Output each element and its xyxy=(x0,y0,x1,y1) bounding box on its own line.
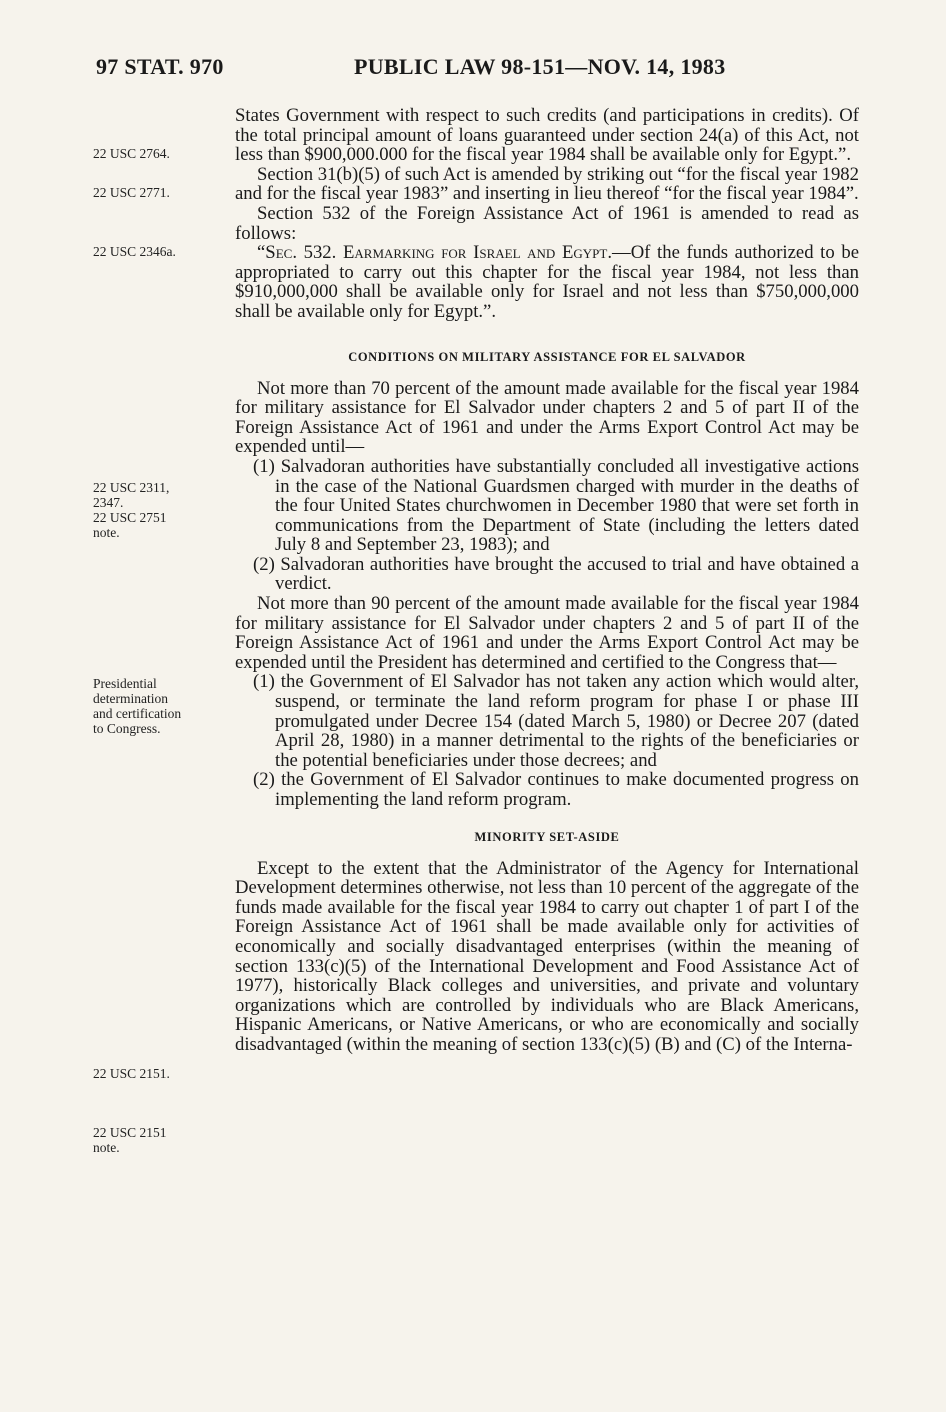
paragraph: Not more than 70 percent of the amount made available for the fiscal year 1984 for military assistance for El Salvador under chapters 2 and 5 of part II of the Foreign Assistance Act of 1961 and under the Arms Export Control Act may be expended until— xyxy=(235,377,859,458)
paragraph: Except to the extent that the Administrator of the Agency for International Development determines otherwise, not less than 10 percent of the aggregate of the funds made available for the fiscal year 1984 to carry out chapter 1 of part I of the Foreign Assistance Act of 1961 shall be made available only for activities of economically and socially disadvantaged enterprises (within the meaning of section 133(c)(5) of the International Development and Food Assistance Act of 1977), historically Black colleges and universities, and private and voluntary organizations which are controlled by individuals who are Black Americans, Hispanic Americans, or Native Americans, or who are economically and socially disadvantaged (within the meaning of section 133(c)(5) (B) and (C) of the Interna- xyxy=(235,857,859,1055)
margin-citation: 22 USC 2771. xyxy=(93,185,170,200)
list-item: (1) the Government of El Salvador has not taken any action which would alter, suspend, or terminate the land reform program for phase I or phase III promulgated under Decree 154 (dated March 5, 1980) or Decree 207 (dated April 28, 1980) in a manner detrimental to the rights of the beneficiaries or the potential beneficiaries under those decrees; and xyxy=(253,671,859,771)
statute-page-number: 97 STAT. 970 xyxy=(96,54,224,79)
margin-citation: 22 USC 2151 note. xyxy=(93,1125,167,1155)
section-heading: MINORITY SET-ASIDE xyxy=(474,829,620,844)
running-header-title: PUBLIC LAW 98-151—NOV. 14, 1983 xyxy=(354,54,726,79)
list-item: (2) the Government of El Salvador continues to make documented progress on implementing the land reform program. xyxy=(253,769,859,810)
section-caption: Earmarking for Israel and Egypt xyxy=(342,242,608,264)
quoted-section: “Sec. 532. Earmarking for Israel and Egypt.—Of the funds authorized to be appropriated to carry out this chapter for the fiscal year 1984, not less than $910,000,000 shall be available only for Israel and not less than $750,000,000 shall be available only for Egypt.”. xyxy=(235,242,859,322)
margin-citation: 22 USC 2311, 2347. 22 USC 2751 note. xyxy=(93,480,170,540)
paragraph: Section 532 of the Foreign Assistance Act of 1961 is amended to read as follows: xyxy=(235,202,859,244)
paragraph: States Government with respect to such credits (and participations in credits). Of the total principal amount of loans guaranteed under section 24(a) of this Act, not less than $900,000.000 for the fiscal year 1984 shall be available only for Egypt.”. xyxy=(235,105,859,166)
paragraph: Not more than 90 percent of the amount made available for the fiscal year 1984 for military assistance for El Salvador under chapters 2 and 5 of part II of the Foreign Assistance Act of 1961 and under the Arms Export Control Act may be expended until the President has determined and certified to the Congress that— xyxy=(235,593,859,673)
section-label: Sec xyxy=(265,242,293,264)
list-item: (2) Salvadoran authorities have brought the accused to trial and have obtained a verdict. xyxy=(253,553,859,595)
section-heading: CONDITIONS ON MILITARY ASSISTANCE FOR EL SALVADOR xyxy=(348,349,746,364)
paragraph: Section 31(b)(5) of such Act is amended by striking out “for the fiscal year 1982 and for the fiscal year 1983” and inserting in lieu thereof “for the fiscal year 1984”. xyxy=(235,163,859,205)
body-text xyxy=(235,106,859,1055)
margin-citation: 22 USC 2346a. xyxy=(93,244,176,259)
list-item: (1) Salvadoran authorities have substantially concluded all investigative actions in the case of the National Guardsmen charged with murder in the deaths of the four United States churchwomen in December 1980 that were set forth in communications from the Department of State (including the letters dated July 8 and September 23, 1983); and xyxy=(253,455,859,556)
margin-sidenote: Presidential determination and certification to Congress. xyxy=(93,676,182,736)
margin-citation: 22 USC 2151. xyxy=(93,1066,170,1081)
margin-citation: 22 USC 2764. xyxy=(93,146,170,161)
